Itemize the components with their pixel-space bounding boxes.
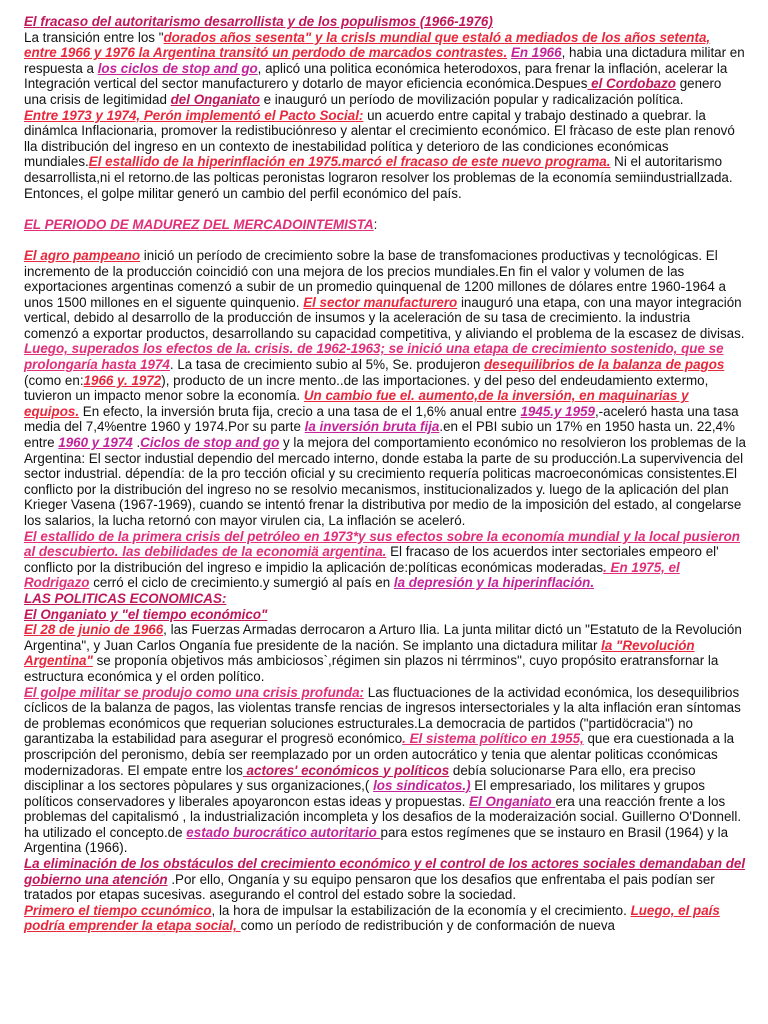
paragraph	[24, 341, 746, 528]
highlighted-phrase: estado burocrático autoritario	[186, 824, 381, 840]
body-text: y la mejora del comportamiento económico no resolvieron los problemas de la Argentina: El sector industial dependio del mercado interno, donde estaba la parte de su producción.La supervivencia del sector industrial. dépendía: de la pro tección oficial y su crecimiento requería politicas macroeconómicas consistentes.El conflicto por la distribución del ingreso no se resolvio mecanismos, institucionalizados y. luego de la aplicación del plan Krieger Vasena (1967-1969), cuando se intentó frenar la distributiva por medio de la imposición del estado, al congelarse los salarios, la lucha retornó con mayor virulen cia, La inflación se aceleró.	[24, 435, 746, 528]
highlighted-phrase: Primero el tiempo ccunómico	[24, 902, 212, 918]
document-title	[24, 14, 746, 30]
highlighted-phrase: Un cambio fue el. aumento,de la inversión, en maquinarias y equipos.	[24, 388, 689, 419]
paragraph	[24, 685, 746, 857]
body-text: , las Fuerzas Armadas derrocaron a Arturo Ilia. La junta militar dictó un "Estatuto de la Revolución Argentina", y Juan Carlos Onganía fue presidente de la nación. Se implanto una dictadura militar	[24, 622, 742, 653]
paragraph	[24, 108, 746, 202]
paragraph-spacer	[24, 232, 746, 248]
body-text: ,-aceleró hasta una tasa media del 7,4%entre 1960 y 1974.Por su parte	[24, 403, 739, 435]
body-text: . La tasa de crecimiento subio al 5%, Se. produjeron	[169, 357, 484, 373]
highlighted-phrase: En 1966	[510, 45, 562, 61]
body-text: ), producto de un incre mento..de las importaciones. y del peso del endeudamiento extermo, tuvieron un impacto menor sobre la economía.	[24, 372, 709, 404]
highlighted-phrase: El Onganiato y "el tiempo económico"	[24, 606, 268, 622]
body-text: El fracaso de los acuerdos inter sectoriales empeoro el' conflicto por la distribución del ingreso e impidio la aplicación de:políticas económicas moderadas	[24, 544, 719, 575]
body-text: (como en:	[24, 372, 84, 388]
highlighted-phrase: Luego, superados los efectos de la. crisis. de 1962-1963; se inició una etapa de crecimiento sostenido, que se prolongaría hasta 1974	[24, 341, 724, 373]
highlighted-phrase: la "Revolución Argentina"	[24, 637, 695, 669]
paragraph	[24, 607, 746, 623]
body-text: .en el PBI subio un 17% en 1950 hasta un. 22,4% entre	[24, 419, 735, 451]
paragraph	[24, 248, 746, 342]
body-text: debía solucionarse Para ello, era preciso disciplinar a los sectores pòpulares y sus organizaciones,(	[24, 762, 696, 794]
body-text: Ni el autoritarismo desarrollista,ni el retorno.de las polticas peronistas lograron resolver los problemas de la economía semiindustriallzada. Entonces, el golpe militar generó un cambio del perfil económico del país.	[24, 154, 733, 201]
paragraph	[24, 903, 746, 934]
highlighted-phrase: El sector manufacturero	[303, 294, 458, 310]
highlighted-phrase: actores' económicos y políticos	[242, 762, 450, 778]
body-text: Las fluctuaciones de la actividad económica, los desequilibrios cíclicos de la balanza de pagos, las violentas transfe rencias de ingresos intersectoriales y la alta inflación eran síntomas de problemas económicos que requerian soluciones estructurales.La democracia de partidos ("partidöcracia") no garantizaba la estabilidad para asegurar el progresö económico	[24, 684, 741, 747]
body-text: como un período de redistribución y de conformación de nueva	[240, 918, 615, 934]
highlighted-phrase: EL PERIODO DE MADUREZ DEL MERCADOINTEMISTA	[24, 216, 374, 232]
paragraph	[24, 30, 746, 108]
highlighted-phrase: El 28 de junio de 1966	[24, 622, 164, 638]
highlighted-phrase: El fracaso del autoritarismo desarrollista y de los populismos (1966-1976)	[24, 14, 493, 29]
body-text: En efecto, la inversión bruta fija, crecio a una tasa de el 1,6% anual entre	[79, 403, 521, 419]
paragraph	[24, 529, 746, 591]
body-text: que era cuestionada a la proscripción del peronismo, debía ser reemplazado por un orden autocrático y tenia que alentar politicas cconómicas modernizadoras. El empate entre los	[24, 731, 735, 778]
highlighted-phrase: Luego, el país podría emprender la etapa social,	[24, 902, 720, 934]
highlighted-phrase: los ciclos de stop and go	[97, 60, 258, 76]
body-text: se proponía objetivos más ambiciosos`,régimen sin plazos ni térrminos", cuyo propósito eratransfornar la estructura económica y el orden político.	[24, 653, 719, 684]
highlighted-phrase: dorados años sesenta" y la crisls mundial que estaló a mediados de los años setenta, entre 1966 y 1976 la Argentina transitó un perdodo de marcados contrastes.	[24, 29, 711, 61]
body-text: un acuerdo entre capital y trabajo destinado a quebrar. la dinámlca Inflacionaria, promover la redistibuciónreso y alentar el crecimiento económico. El fràcaso de este plan renovó lla distribución del ingreso en un contexto de inestabilidad política y deterioro de las condiciones económicas mundiales.	[24, 107, 735, 170]
highlighted-phrase: La eliminación de los obstáculos del crecimiento económico y el control de los actores sociales demandaban del gobierno una atención	[24, 856, 746, 887]
body-text: inauguró una etapa, con una mayor integración vertical, debido al desarrollo de la producción de insumos y la aceleración de su tasa de crecimiento. la industria comenzó a exportar productos, desarrollando su capacidad competitiva, y aliviando el problema de la escasez de divisas.	[24, 294, 745, 341]
body-text: .	[132, 435, 141, 451]
highlighted-phrase: 1960 y 1974	[58, 435, 133, 451]
paragraph	[24, 856, 746, 903]
highlighted-phrase: El golpe militar se produjo como una crisis profunda:	[24, 684, 365, 700]
highlighted-phrase: El Onganiato	[469, 793, 556, 809]
body-text: El empresariado, los militares y grupos políticos conservadores y liberales apoyaroncon estas ideas y propuestas.	[24, 778, 705, 809]
highlighted-phrase: el Cordobazo	[587, 76, 676, 92]
highlighted-phrase: del Onganiato	[170, 91, 260, 107]
highlighted-phrase: 1966 y. 1972	[83, 372, 162, 388]
paragraph	[24, 622, 746, 684]
body-text: cerró el ciclo de crecimiento.y sumergió al país en	[89, 575, 394, 591]
body-text: La transición entre los "	[24, 29, 164, 45]
paragraph	[24, 217, 746, 233]
highlighted-phrase: . El sistema político en 1955,	[402, 731, 584, 747]
highlighted-phrase: El agro pampeano	[24, 247, 141, 263]
body-text: , la hora de impulsar la estabilización de la economía y el crecimiento.	[211, 902, 631, 918]
highlighted-phrase: Ciclos de stop and go	[140, 435, 280, 451]
highlighted-phrase: la depresión y la hiperinflación.	[393, 575, 595, 591]
highlighted-phrase: 1945.y 1959	[520, 403, 595, 419]
body-text: , aplicó una politica económica heterodoxos, para frenar la inflación, acelerar la Integración vertical del sector manufacturero y dotarlo de mayor eficiencia económica.Despues	[24, 60, 728, 92]
body-text: , habia una dictadura militar en respuesta a	[24, 45, 745, 76]
body-text: era una reacción frente a los problemas del capitalismó , la industrialización incompleta y los desafios de la moderaización social. Guillerno O'Donnell. ha utilizado el concepto.de	[24, 793, 742, 840]
body-text: e inauguró un período de movilización popular y radicalización política.	[259, 91, 684, 107]
highlighted-phrase: Entre 1973 y 1974, Perón implementó el Pacto Social:	[24, 107, 364, 123]
highlighted-phrase: El estallido de la primera crisis del petróleo en 1973*y sus efectos sobre la economía mundial y la local pusieron al descubierto. las debilidades de la economiä argentina.	[24, 528, 740, 560]
highlighted-phrase: . En 1975, el Rodrigazo	[24, 559, 680, 591]
body-text: .Por ello, Onganía y su equipo pensaron que los desafios que enfrentaba el pais podían ser tratados por etapas sucesivas. asegurando el control del estado sobre la sociedad.	[24, 871, 715, 903]
body-text: genero una crisis de legitimidad	[24, 76, 722, 107]
body-text: para estos regímenes que se instauro en Brasil (1964) y la Argentina (1966).	[24, 824, 729, 856]
body-text: :	[373, 216, 378, 232]
paragraph-spacer	[24, 201, 746, 217]
highlighted-phrase: El estallido de la hiperinflación en 1975.marcó el fracaso de este nuevo programa.	[88, 154, 611, 170]
highlighted-phrase: desequilibrios de la balanza de pagos	[484, 357, 725, 373]
highlighted-phrase: LAS POLITICAS ECONOMICAS:	[24, 590, 227, 606]
highlighted-phrase: la inversión bruta fija	[304, 419, 440, 435]
highlighted-phrase: los sindicatos.)	[373, 778, 471, 794]
paragraph	[24, 591, 746, 607]
body-text: inició un período de crecimiento sobre la base de transfomaciones productivas y tecnológicas. El incremento de la producción coincidió con una mejora de los precios mundiales.En fin el valor y volumen de las exportaciones argentinas comenzó a subir de un promedio quinquenal de 1200 millones de dólares entre 1960-1964 a unos 1500 millones en el siguente quinquenio.	[24, 247, 726, 310]
